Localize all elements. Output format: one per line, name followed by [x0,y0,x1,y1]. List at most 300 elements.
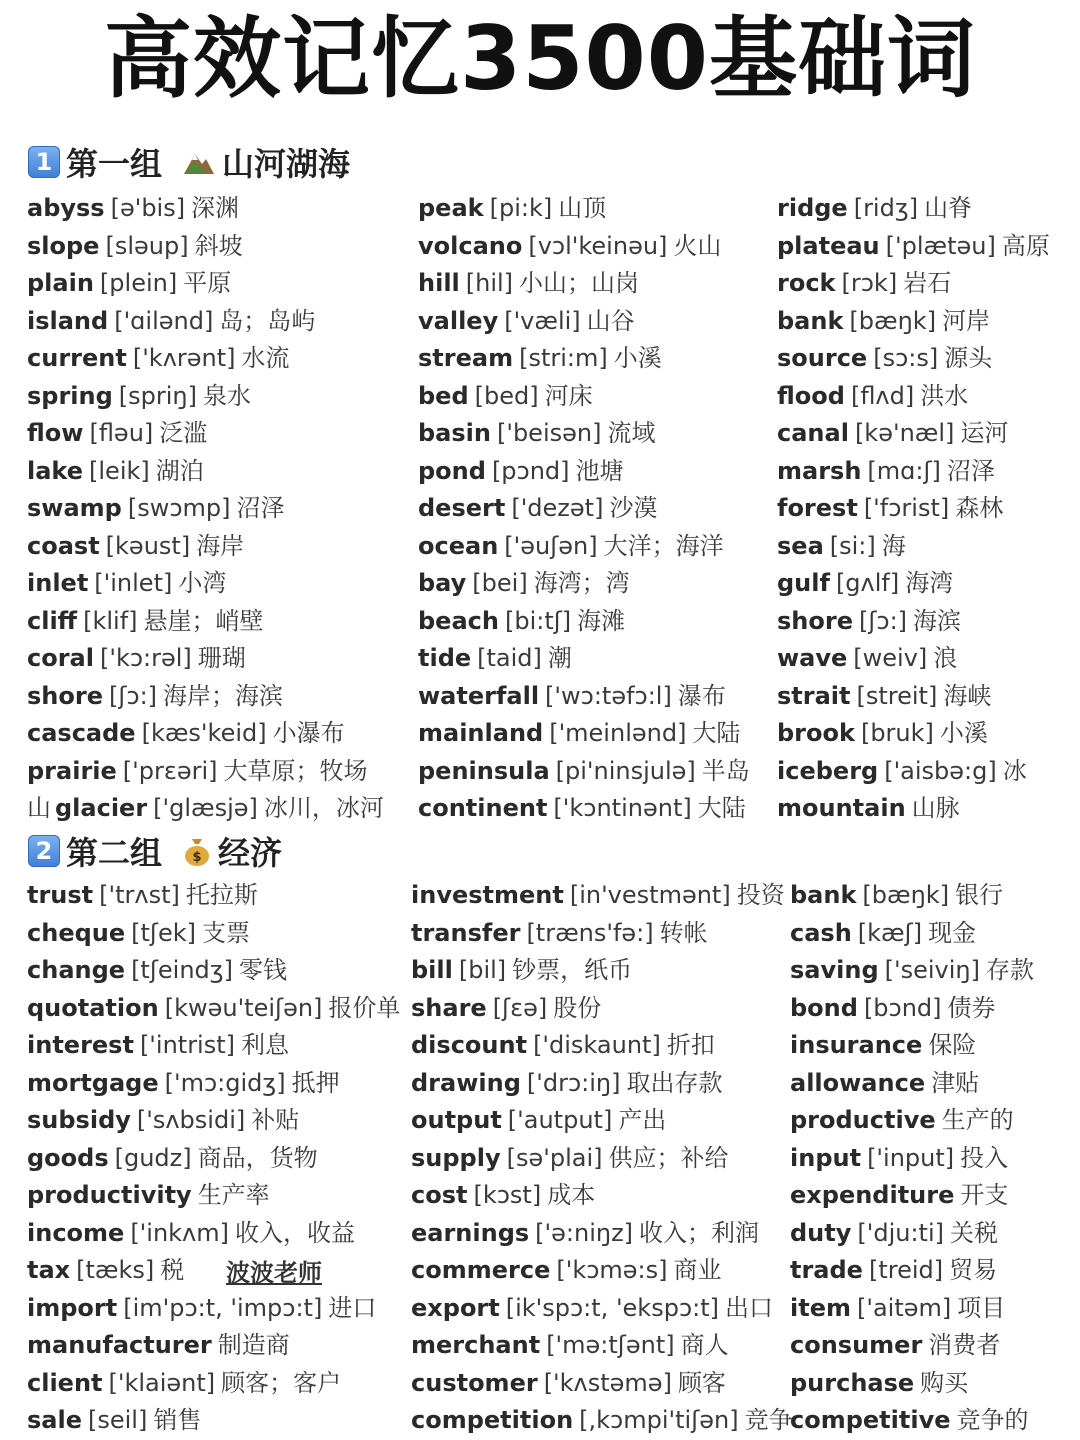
vocab-phonetic: [bi:tʃ] [504,606,572,635]
vocab-meaning: 购买 [920,1368,969,1397]
vocab-row [418,303,750,341]
vocab-word: purchase [790,1368,915,1397]
vocab-meaning: 山谷 [586,306,635,335]
vocab-meaning: 湖泊 [155,456,204,485]
vocab-word: mainland [418,719,544,747]
vocab-meaning: 出口 [724,1293,773,1322]
vocab-phonetic: ['inkʌm] [130,1218,229,1247]
vocab-meaning: 消费者 [928,1331,1001,1359]
vocab-row [777,715,1050,753]
group-2-topic: 经济 [218,834,283,872]
vocab-word: island [27,306,109,335]
vocab-phonetic: ['mə:tʃənt] [546,1331,675,1359]
vocab-word: volcano [418,231,523,260]
vocab-row [790,1140,1034,1178]
vocab-word: bond [790,993,858,1022]
vocab-row [411,1327,793,1365]
vocab-row [418,340,750,378]
vocab-word: productive [790,1106,936,1134]
vocab-row [790,1215,1034,1253]
vocab-word: cheque [27,918,126,947]
vocab-meaning: 产出 [618,1106,667,1134]
vocab-row [418,415,750,453]
vocab-word: stream [418,344,514,372]
vocab-phonetic: [in'vestmənt] [569,881,731,909]
vocab-meaning: 海滨 [913,606,962,635]
vocab-phonetic: [bæŋk] [862,881,950,909]
vocab-row [777,678,1050,716]
vocab-meaning: 冰 [1002,756,1027,785]
vocab-meaning: 补贴 [251,1106,300,1134]
group-1-column-3 [777,190,1050,828]
vocab-phonetic: ['əuʃən] [504,531,598,560]
vocab-phonetic: ['kɔntinənt] [553,794,692,822]
vocab-row [418,528,750,566]
vocab-row [27,1252,400,1290]
vocab-phonetic: ['klaiənt] [108,1368,216,1397]
vocab-row [790,1102,1034,1140]
vocab-phonetic: [kə'næl] [854,419,955,447]
vocab-meaning: 转帐 [659,918,708,947]
vocab-row [411,1215,793,1253]
vocab-word: beach [418,606,499,635]
vocab-word: quotation [27,993,159,1022]
author-signature: 波波老师 [226,1259,322,1287]
vocab-phonetic: [ʃɔ:] [108,681,158,710]
vocab-word: bill [411,956,453,984]
vocab-phonetic: [spriŋ] [118,381,198,410]
vocab-meaning: 商业 [673,1256,722,1284]
vocab-word: forest [777,494,858,522]
vocab-meaning: 小湾 [178,569,227,597]
vocab-phonetic: [sləup] [105,231,189,260]
vocab-meaning: 海岸；海滨 [163,681,284,710]
vocab-row [418,603,750,641]
vocab-word: abyss [27,194,105,222]
vocab-phonetic: [ridʒ] [853,194,919,222]
vocab-word: spring [27,381,113,410]
vocab-word: cash [790,918,852,947]
vocab-phonetic: ['aitəm] [856,1293,952,1322]
vocab-meaning: 现金 [928,918,977,947]
vocab-row [411,1102,793,1140]
vocab-meaning: 支票 [202,918,251,947]
vocab-word: merchant [411,1331,541,1359]
vocab-meaning: 商品，货物 [197,1143,318,1172]
vocab-row [27,228,384,266]
vocab-meaning: 大陆 [692,719,741,747]
vocab-meaning: 股份 [553,993,602,1022]
vocab-row [418,190,750,228]
vocab-row [27,990,400,1028]
vocab-row [27,1365,400,1403]
vocab-word: saving [790,956,879,984]
vocab-phonetic: [tʃeindʒ] [131,956,234,984]
vocab-word: tide [418,644,472,672]
vocab-meaning: 津贴 [931,1068,980,1097]
vocab-phonetic: ['prɛəri] [122,756,218,785]
vocab-phonetic: ['diskaunt] [533,1031,661,1059]
vocab-meaning: 钞票，纸币 [512,956,633,984]
vocab-phonetic: [taid] [477,644,542,672]
vocab-meaning: 大草原；牧场 [223,756,368,785]
vocab-phonetic: [kwəu'teiʃən] [164,993,323,1022]
vocab-meaning: 大陆 [697,794,746,822]
money-bag-icon [182,835,212,867]
vocab-meaning: 海滩 [577,606,626,635]
vocab-meaning: 报价单 [328,993,401,1022]
vocab-word: mortgage [27,1068,159,1097]
vocab-phonetic: [kɔst] [473,1181,542,1209]
vocab-row [790,1365,1034,1403]
vocab-word: input [790,1143,862,1172]
vocab-word: duty [790,1218,852,1247]
vocab-row [27,415,384,453]
vocab-meaning: 河床 [544,381,593,410]
vocab-row [27,678,384,716]
vocab-phonetic: ['dju:ti] [857,1218,944,1247]
vocab-phonetic: [rɔk] [841,269,898,297]
vocab-row [411,952,793,990]
vocab-word: insurance [790,1031,923,1059]
vocab-word: output [411,1106,502,1134]
vocab-phonetic: [bruk] [860,719,934,747]
vocab-phonetic: [mɑ:ʃ] [867,456,941,485]
vocab-meaning: 竞争的 [956,1406,1029,1434]
vocab-meaning: 小溪 [939,719,988,747]
vocab-phonetic: ['kʌrənt] [132,344,236,372]
vocab-word: coral [27,644,94,672]
vocab-row [411,1365,793,1403]
vocab-row [418,453,750,491]
vocab-phonetic: ['intrist] [139,1031,235,1059]
vocab-word: commerce [411,1256,551,1284]
vocab-meaning: 珊瑚 [197,644,246,672]
vocab-meaning: 斜坡 [194,231,243,260]
vocab-row [777,640,1050,678]
vocab-meaning: 小瀑布 [272,719,345,747]
vocab-meaning: 潮 [547,644,572,672]
vocab-phonetic: ['væli] [504,306,581,335]
vocab-word: expenditure [790,1181,955,1209]
vocab-word: bay [418,569,467,597]
vocab-row [777,565,1050,603]
vocab-word: allowance [790,1068,926,1097]
vocab-row [411,915,793,953]
vocab-word: goods [27,1143,109,1172]
group-1-column-1 [27,190,384,828]
vocab-phonetic: ['ɑilənd] [114,306,214,335]
vocab-phonetic: ['sʌbsidi] [136,1106,246,1134]
vocab-word: continent [418,794,548,822]
vocab-phonetic: [tʃek] [131,918,197,947]
vocab-word: change [27,956,126,984]
vocab-word: slope [27,231,100,260]
vocab-word: sale [27,1406,82,1434]
vocab-row [27,1027,400,1065]
vocab-meaning: 托拉斯 [185,881,258,909]
vocab-word: current [27,344,127,372]
vocab-meaning: 沼泽 [946,456,995,485]
vocab-phonetic: [ʃɔ:] [858,606,908,635]
vocab-row [411,1402,793,1440]
group-2-column-1 [27,877,400,1440]
vocab-word: desert [418,494,506,522]
vocab-word: tax [27,1256,71,1284]
vocab-row [411,1252,793,1290]
vocab-meaning: 进口 [328,1293,377,1322]
vocab-phonetic: [stri:m] [519,344,608,372]
group-2-heading [28,829,282,873]
vocab-meaning: 泛滥 [159,419,208,447]
vocab-meaning: 运河 [960,419,1009,447]
vocab-meaning: 水流 [241,344,290,372]
vocab-row [27,877,400,915]
vocab-phonetic: [streit] [856,681,938,710]
vocab-word: gulf [777,569,830,597]
vocab-phonetic: ['seiviŋ] [884,956,980,984]
vocab-word: competition [411,1406,574,1434]
vocab-meaning: 零钱 [239,956,288,984]
vocab-meaning: 顾客 [677,1368,726,1397]
vocab-word: basin [418,419,491,447]
vocab-word: peak [418,194,484,222]
vocab-row [27,490,384,528]
group-2-column-2 [411,877,793,1440]
vocab-word: sea [777,531,824,560]
group-1-heading [28,140,350,184]
vocab-row [27,1215,400,1253]
vocab-meaning: 泉水 [203,381,252,410]
vocab-word: rock [777,269,836,297]
vocab-phonetic: ['kɔmə:s] [556,1256,668,1284]
vocab-row [27,1177,400,1215]
vocab-phonetic: [hil] [465,269,514,297]
vocab-row [418,378,750,416]
vocab-row [27,190,384,228]
vocab-word: swamp [27,494,122,522]
vocab-row [27,565,384,603]
vocab-word: flood [777,381,845,410]
vocab-row [777,490,1050,528]
vocab-phonetic: ['dezət] [511,494,604,522]
vocab-meaning: 税 [160,1256,185,1284]
vocab-phonetic: ['input] [867,1143,955,1172]
vocab-word: share [411,993,487,1022]
vocab-row [790,1065,1034,1103]
vocab-row [790,1327,1034,1365]
vocab-meaning: 岩石 [903,269,952,297]
vocab-phonetic: ['inlet] [94,569,173,597]
vocab-phonetic: ['aisbə:g] [884,756,997,785]
vocab-phonetic: ['fɔrist] [863,494,950,522]
vocab-row [777,190,1050,228]
vocab-row [777,303,1050,341]
vocab-row [777,790,1050,828]
vocab-word: subsidy [27,1106,131,1134]
vocab-phonetic: ['glæsjə] [153,794,258,822]
vocab-meaning: 洪水 [920,381,969,410]
vocab-meaning: 悬崖；峭壁 [143,606,264,635]
vocab-phonetic: [træns'fə:] [526,918,654,947]
vocab-word: competitive [790,1406,951,1434]
vocab-phonetic: [kæs'keid] [141,719,267,747]
vocab-phonetic: [ə'bis] [110,194,186,222]
vocab-word: valley [418,306,499,335]
vocab-meaning: 项目 [957,1293,1006,1322]
vocab-meaning: 高原 [1001,231,1050,260]
vocab-word: shore [27,681,103,710]
vocab-row [27,378,384,416]
vocab-meaning: 投资 [736,881,785,909]
vocab-meaning: 销售 [153,1406,202,1434]
vocab-word: iceberg [777,756,879,785]
vocab-phonetic: [treid] [868,1256,944,1284]
vocab-word: bed [418,381,469,410]
vocab-phonetic: [bæŋk] [849,306,937,335]
vocab-word: client [27,1368,103,1397]
vocab-meaning: 海湾；湾 [533,569,630,597]
group-1-topic: 山河湖海 [222,145,351,183]
vocab-meaning: 瀑布 [677,681,726,710]
vocab-row [27,952,400,990]
vocab-meaning: 投入 [960,1143,1009,1172]
vocab-phonetic: [klif] [83,606,138,635]
vocab-phonetic: [flʌd] [850,381,915,410]
page-title: 高效记忆3500基础词 [104,7,976,110]
vocab-word: lake [27,456,84,485]
vocab-row [777,528,1050,566]
vocab-phonetic: [bed] [474,381,539,410]
vocab-meaning: 制造商 [217,1331,290,1359]
vocab-word: pond [418,456,486,485]
vocab-word: glacier [55,794,148,822]
vocab-row [27,528,384,566]
vocab-word: consumer [790,1331,923,1359]
vocab-word: bank [790,881,857,909]
vocab-meaning: 折扣 [666,1031,715,1059]
vocab-row [790,1290,1034,1328]
vocab-meaning: 收入，收益 [235,1218,355,1247]
vocab-word: ridge [777,194,848,222]
vocab-row [27,1327,400,1365]
vocab-meaning: 山脊 [924,194,973,222]
prefix-text: 山 [27,794,51,822]
vocab-phonetic: [kæʃ] [857,918,923,947]
vocab-row [27,453,384,491]
vocab-row [418,678,750,716]
vocab-row [777,340,1050,378]
vocab-meaning: 商人 [680,1331,729,1359]
vocab-meaning: 开支 [960,1181,1009,1209]
vocab-word: brook [777,719,855,747]
vocab-word: plateau [777,231,880,260]
vocab-meaning: 顾客；客户 [221,1368,342,1397]
vocab-word: hill [418,269,460,297]
vocab-row [777,265,1050,303]
vocab-row [27,790,384,828]
vocab-word: cliff [27,606,78,635]
vocab-word: mountain [777,794,906,822]
vocab-phonetic: [leik] [89,456,150,485]
svg-text:$: $ [192,850,202,865]
vocab-word: source [777,344,868,372]
vocab-meaning: 海岸 [196,531,245,560]
vocab-row [790,1027,1034,1065]
vocab-phonetic: ['plætəu] [885,231,996,260]
vocab-word: cascade [27,719,136,747]
vocab-row [790,915,1034,953]
vocab-word: marsh [777,456,862,485]
vocab-word: ocean [418,531,499,560]
vocab-phonetic: ['wɔ:təfɔ:l] [545,681,672,710]
vocab-row [27,265,384,303]
vocab-row [777,453,1050,491]
vocab-word: trust [27,881,94,909]
vocab-row [418,565,750,603]
vocab-row [411,1177,793,1215]
vocab-row [27,603,384,641]
vocab-phonetic: [pɔnd] [491,456,570,485]
vocab-phonetic: ['autput] [507,1106,613,1134]
vocab-phonetic: ['trʌst] [99,881,180,909]
vocab-word: bank [777,306,844,335]
vocab-row [777,603,1050,641]
vocab-word: flow [27,419,84,447]
vocab-meaning: 沙漠 [609,494,658,522]
group-2-title: 第二组 [66,834,163,872]
vocab-row [27,915,400,953]
vocab-meaning: 生产的 [941,1106,1014,1134]
vocab-meaning: 银行 [955,881,1004,909]
vocab-meaning: 半岛 [701,756,750,785]
vocab-phonetic: [seil] [87,1406,148,1434]
vocab-row [418,715,750,753]
vocab-word: export [411,1293,500,1322]
vocab-phonetic: [,kɔmpi'tiʃən] [579,1406,739,1434]
vocab-phonetic: [ik'spɔ:t, 'ekspɔ:t] [505,1293,719,1322]
vocab-meaning: 沼泽 [236,494,285,522]
vocab-phonetic: [si:] [829,531,876,560]
vocab-phonetic: ['ə:niŋz] [535,1218,634,1247]
vocab-row [411,1140,793,1178]
vocab-row [418,265,750,303]
vocab-word: cost [411,1181,468,1209]
vocab-row [411,1290,793,1328]
vocab-word: shore [777,606,853,635]
group-1-column-2 [418,190,750,828]
vocab-phonetic: [kəust] [105,531,191,560]
vocab-meaning: 河岸 [942,306,991,335]
vocab-meaning: 山顶 [558,194,607,222]
vocab-word: prairie [27,756,117,785]
vocab-row [777,415,1050,453]
vocab-word: investment [411,881,564,909]
vocab-meaning: 竞争 [744,1406,793,1434]
vocab-meaning: 存款 [985,956,1034,984]
vocab-word: plain [27,269,94,297]
vocab-row [777,228,1050,266]
vocab-phonetic: [swɔmp] [127,494,231,522]
vocab-phonetic: ['mɔ:gidʒ] [164,1068,286,1097]
group-2-column-3 [790,877,1034,1440]
vocab-meaning: 小溪 [613,344,662,372]
vocab-phonetic: [ʃɛə] [492,993,548,1022]
vocab-meaning: 利息 [241,1031,289,1059]
group-1-title: 第一组 [66,145,163,183]
vocab-row [27,340,384,378]
vocab-phonetic: [sɔ:s] [873,344,939,372]
